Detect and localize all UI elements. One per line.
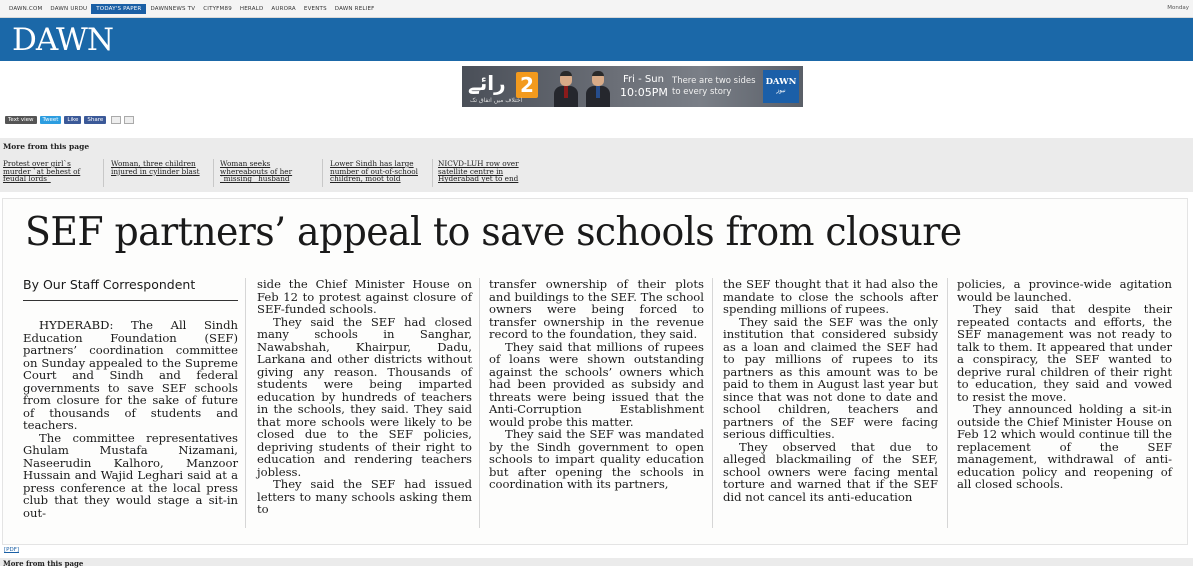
article-column-5 <box>957 278 1172 491</box>
related-link-5[interactable]: NICVD-LUH row over satellite centre in Hyderabad yet to end <box>438 159 519 184</box>
article-paragraph: transfer ownership of their plots and buildings to the SEF. The school owners were being forced to transfer ownership in the revenue record to the foundation, they said. <box>489 277 704 341</box>
related-separator <box>103 159 104 187</box>
ad-host-right-image <box>586 68 610 107</box>
more-heading: More from this page <box>3 142 90 151</box>
ad-host-left-image <box>554 68 578 107</box>
like-button[interactable]: Like <box>64 116 81 124</box>
share-button[interactable]: Share <box>84 116 106 124</box>
pdf-link[interactable]: [PDF] <box>4 547 20 553</box>
article-paragraph: HYDERABD: The All Sindh Education Foundation (SEF) partners’ coordination committee on Sunday appealed to the Supreme Court and Sindh and federal governments to save SEF schools from closure for the sake of future of thousands of students and teachers. <box>23 318 238 432</box>
related-link-2[interactable]: Woman, three children injured in cylinder blast <box>111 159 200 176</box>
column-separator <box>947 278 948 528</box>
related-separator <box>213 159 214 187</box>
article-column-1 <box>23 278 238 519</box>
nav-link-todays-paper[interactable]: TODAY'S PAPER <box>91 4 146 14</box>
column-separator <box>245 278 246 528</box>
nav-link-aurora[interactable]: AURORA <box>271 6 296 12</box>
tweet-button[interactable]: Tweet <box>40 116 62 124</box>
article-paragraph: They said the SEF had closed many schools in Sanghar, Nawabshah, Khairpur, Dadu, Larkana and other districts without giving any reason. Thousands of students were being imparted education by hundreds of teachers in the schools, they said. They said that more schools were likely to be closed due to the SEF policies, depriving students of their right to education and rendering teachers jobless. <box>257 314 472 479</box>
article-toolbar <box>5 115 134 125</box>
nav-link-dawn-urdu[interactable]: DAWN URDU <box>50 6 88 12</box>
column-separator <box>479 278 480 528</box>
nav-link-cityfm89[interactable]: CITYFM89 <box>203 6 232 12</box>
related-link-3[interactable]: Woman seeks whereabouts of her `missing` husband <box>220 159 293 184</box>
nav-link-dawn-com[interactable]: DAWN.COM <box>9 6 43 12</box>
ad-channel-logo-text: رائے <box>468 71 506 95</box>
article-column-4 <box>723 278 938 503</box>
article-clipping <box>2 198 1188 545</box>
article-paragraph: They observed that due to alleged blackmailing of the SEF, school owners were facing mental torture and warned that if the SEF did not cancel its anti-education <box>723 439 938 504</box>
article-paragraph: The committee representatives Ghulam Mustafa Nizamani, Naseerudin Kalhoro, Manzoor Hussain and Wajid Leghari said at a press conference at the local press club that they would stage a sit-in out- <box>23 430 238 520</box>
top-nav-bar <box>0 0 1193 18</box>
article-headline: SEF partners’ appeal to save schools from closure <box>25 210 962 255</box>
more-heading-footer: More from this page <box>3 559 84 568</box>
ad-channel-number: 2 <box>516 72 538 98</box>
ad-banner[interactable] <box>462 66 803 107</box>
article-paragraph: side the Chief Minister House on Feb 12 to protest against closure of SEF-funded schools. <box>257 277 472 316</box>
nav-date: Monday <box>1167 5 1189 11</box>
related-separator <box>322 159 323 187</box>
ad-brand-ur: نیوز <box>776 87 786 94</box>
article-paragraph: They said that despite their repeated contacts and efforts, the SEF management was not ready to talk to them. It appeared that under a conspiracy, the SEF wanted to deprive rural children of their right to education, they said and vowed to resist the move. <box>957 302 1172 404</box>
ad-brand-en: DAWN <box>765 77 797 87</box>
print-icon[interactable] <box>111 116 121 124</box>
article-column-3 <box>489 278 704 491</box>
dawn-logo[interactable]: DAWN <box>12 22 113 58</box>
ad-tagline <box>672 76 756 98</box>
nav-link-dawn-relief[interactable]: DAWN RELIEF <box>334 6 375 12</box>
ad-dawn-news-logo <box>763 70 799 103</box>
ad-time: 10:05PM <box>620 86 668 99</box>
related-link-4[interactable]: Lower Sindh has large number of out-of-school children, moot told <box>330 159 418 184</box>
nav-link-events[interactable]: EVENTS <box>303 6 327 12</box>
nav-link-dawnnews-tv[interactable]: DAWNNEWS TV <box>150 6 196 12</box>
ad-channel-logo <box>468 69 538 104</box>
ad-days: Fri - Sun <box>623 74 664 85</box>
email-icon[interactable] <box>124 116 134 124</box>
ad-tagline-line-1: There are two sides <box>672 76 756 86</box>
top-nav-links <box>5 5 379 14</box>
article-paragraph: policies, a province-wide agitation would be launched. <box>957 277 1172 304</box>
ad-tagline-line-2: to every story <box>672 87 732 97</box>
masthead <box>0 18 1193 61</box>
article-paragraph: They said the SEF was the only institution that considered subsidy as a loan and claimed the SEF had to pay millions of rupees to its partners as this amount was to be paid to them in August last year but since that was not done to date and school children, teachers and partners of the SEF were facing serious difficulties. <box>723 314 938 441</box>
ad-channel-subtitle: اختلاف میں اتفاق تک <box>470 97 523 104</box>
related-separator <box>432 159 433 187</box>
article-paragraph: the SEF thought that it had also the mandate to close the schools after spending millions of rupees. <box>723 277 938 316</box>
related-link-1[interactable]: Protest over girl`s murder `at behest of feudal lords` <box>3 159 81 184</box>
article-paragraph: They said the SEF had issued letters to many schools asking them to <box>257 477 472 516</box>
more-from-this-page-footer <box>0 558 1193 566</box>
article-byline: By Our Staff Correspondent <box>23 278 238 301</box>
article-column-2 <box>257 278 472 516</box>
column-separator <box>712 278 713 528</box>
article-paragraph: They said that millions of rupees of loans were shown outstanding against the schools’ owners which had been provided as subsidy and threats were being issued that the Anti-Corruption Establishment would probe this matter. <box>489 339 704 429</box>
article-paragraph: They said the SEF was mandated by the Sindh government to open schools to impart quality education but after opening the schools in coordination with its partners, <box>489 427 704 491</box>
article-paragraph: They announced holding a sit-in outside the Chief Minister House on Feb 12 which would continue till the replacement of the SEF management, withdrawal of anti-education policy and reopening of all closed schools. <box>957 402 1172 491</box>
nav-link-herald[interactable]: HERALD <box>239 6 264 12</box>
more-from-this-page <box>0 138 1193 192</box>
text-view-button[interactable]: Text view <box>5 116 37 124</box>
